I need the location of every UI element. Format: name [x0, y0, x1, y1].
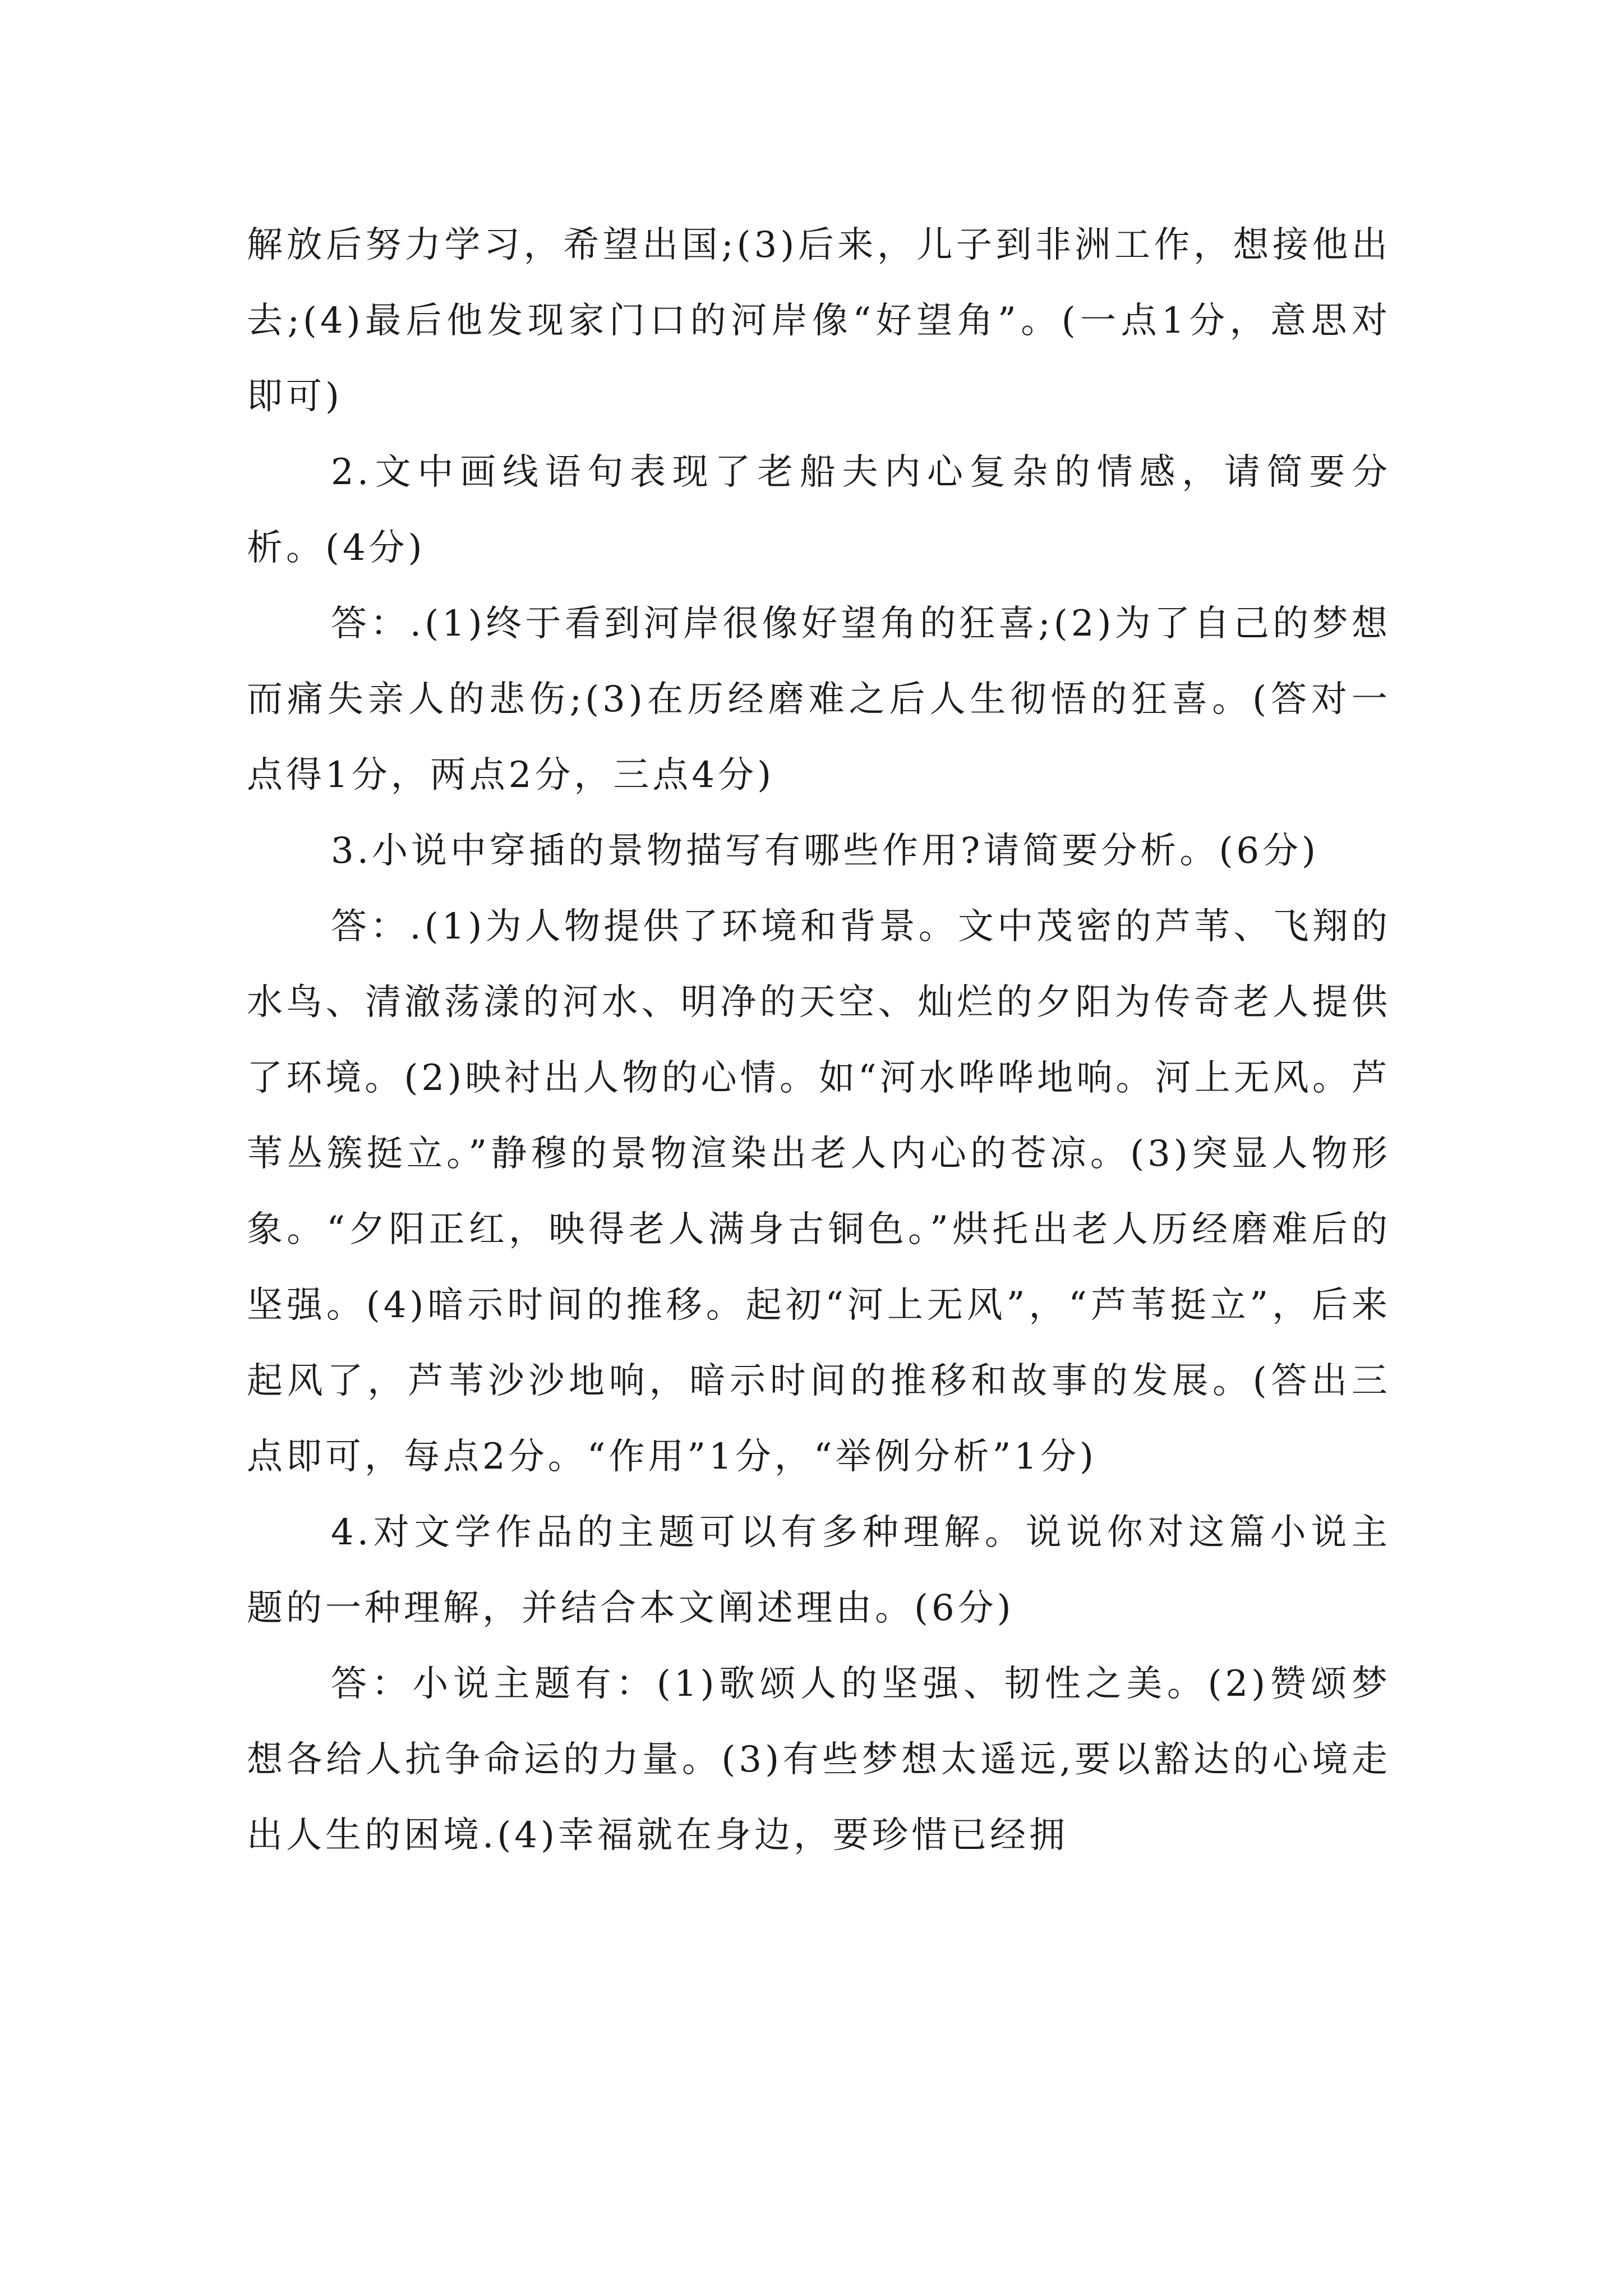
paragraph-answer-4: 答：小说主题有：(1)歌颂人的坚强、韧性之美。(2)赞颂梦想各给人抗争命运的力量。(3)有些梦想太遥远,要以豁达的心境走出人生的困境.(4)幸福就在身边，要珍惜已经拥 [247, 1663, 1391, 1856]
document-page [247, 208, 1391, 1874]
paragraph-answer-2: 答：.(1)终于看到河岸很像好望角的狂喜;(2)为了自己的梦想而痛失亲人的悲伤;(3)在历经磨难之后人生彻悟的狂喜。(答对一点得1分，两点2分，三点4分) [247, 603, 1391, 796]
paragraph-answer-1-continued: 解放后努力学习，希望出国;(3)后来，儿子到非洲工作，想接他出去;(4)最后他发现家门口的河岸像“好望角”。(一点1分，意思对即可) [247, 224, 1391, 417]
paragraph-question-4: 4.对文学作品的主题可以有多种理解。说说你对这篇小说主题的一种理解，并结合本文阐述理由。(6分) [247, 1512, 1391, 1629]
paragraph-question-2: 2.文中画线语句表现了老船夫内心复杂的情感，请简要分析。(4分) [247, 452, 1391, 569]
paragraph-question-3: 3.小说中穿插的景物描写有哪些作用?请简要分析。(6分) [331, 830, 1320, 872]
paragraph-answer-3: 答：.(1)为人物提供了环境和背景。文中茂密的芦苇、飞翔的水鸟、清澈荡漾的河水、明净的天空、灿烂的夕阳为传奇老人提供了环境。(2)映衬出人物的心情。如“河水哗哗地响。河上无风。芦苇丛簇挺立。”静穆的景物渲染出老人内心的苍凉。(3)突显人物形象。“夕阳正红，映得老人满身古铜色。”烘托出老人历经磨难后的坚强。(4)暗示时间的推移。起初“河上无风”，“芦苇挺立”，后来起风了，芦苇沙沙地响，暗示时间的推移和故事的发展。(答出三点即可，每点2分。“作用”1分，“举例分析”1分) [247, 906, 1391, 1478]
